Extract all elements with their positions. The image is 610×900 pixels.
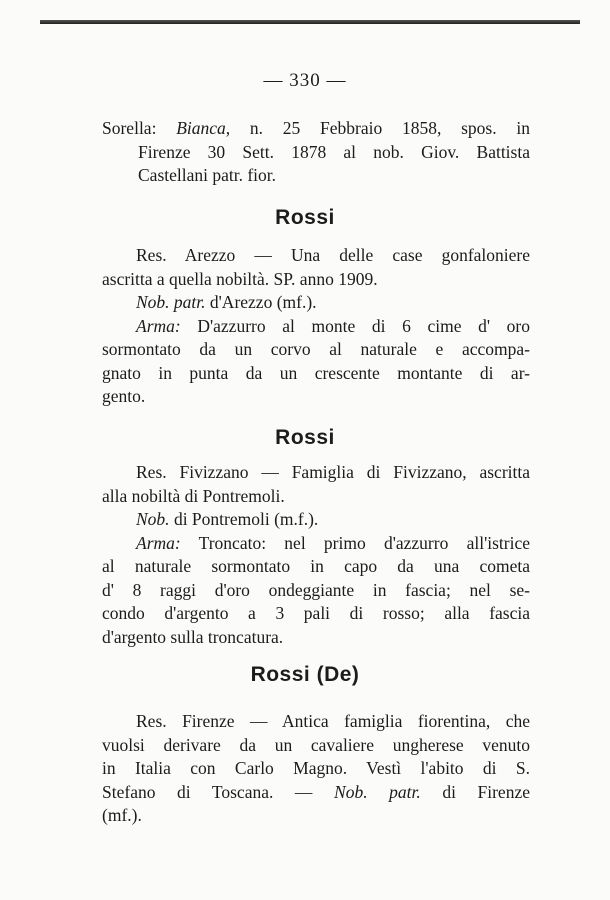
text-line: Castellani patr. fior. (138, 165, 277, 185)
text-line: Res. Fivizzano — Famiglia di Fivizzano, ascritta (136, 462, 530, 482)
text-line: alla nobiltà di Pontremoli. (102, 485, 285, 506)
text-line: (mf.). (102, 805, 142, 825)
section-heading: Rossi (275, 426, 335, 449)
text-line: Firenze 30 Sett. 1878 al nob. Giov. Battista (138, 141, 530, 162)
section-body (102, 710, 530, 828)
text-line: gnato in punta da un crescente montante di ar- (102, 362, 530, 383)
text-line: Stefano di Toscana. — Nob. patr. di Firenze (102, 781, 530, 802)
text-line: ascritta a quella nobiltà. SP. anno 1909. (102, 268, 378, 289)
section-heading: Rossi (275, 206, 335, 229)
text-line: Nob. di Pontremoli (m.f.). (136, 509, 319, 529)
page-number: — 330 — (263, 70, 347, 91)
text-line: d'argento sulla troncatura. (102, 626, 284, 647)
text-line: d' 8 raggi d'oro ondeggiante in fascia; nel se- (102, 579, 530, 600)
text-line: in Italia con Carlo Magno. Vestì l'abito di S. (102, 758, 530, 778)
intro-paragraph (102, 117, 530, 188)
text-line: Res. Firenze — Antica famiglia fiorentina, che (136, 711, 530, 731)
section-body (102, 461, 530, 649)
text-line: Nob. patr. d'Arezzo (mf.). (136, 292, 317, 312)
section-body (102, 244, 530, 409)
top-rule (40, 20, 580, 24)
text-line: Res. Arezzo — Una delle case gonfaloniere (136, 245, 530, 265)
text-line: Sorella: Bianca, n. 25 Febbraio 1858, spos. in (102, 118, 530, 138)
text-line: vuolsi derivare da un cavaliere ungherese venuto (102, 734, 530, 755)
text-line: Arma: D'azzurro al monte di 6 cime d' oro (136, 315, 530, 336)
text-line: al naturale sormontato in capo da una cometa (102, 556, 530, 576)
text-line: condo d'argento a 3 pali di rosso; alla fascia (102, 603, 530, 623)
text-line: Arma: Troncato: nel primo d'azzurro all'istrice (136, 532, 530, 553)
section-heading: Rossi (De) (250, 663, 360, 686)
text-line: gento. (102, 386, 146, 406)
text-line: sormontato da un corvo al naturale e accompa- (102, 339, 530, 359)
